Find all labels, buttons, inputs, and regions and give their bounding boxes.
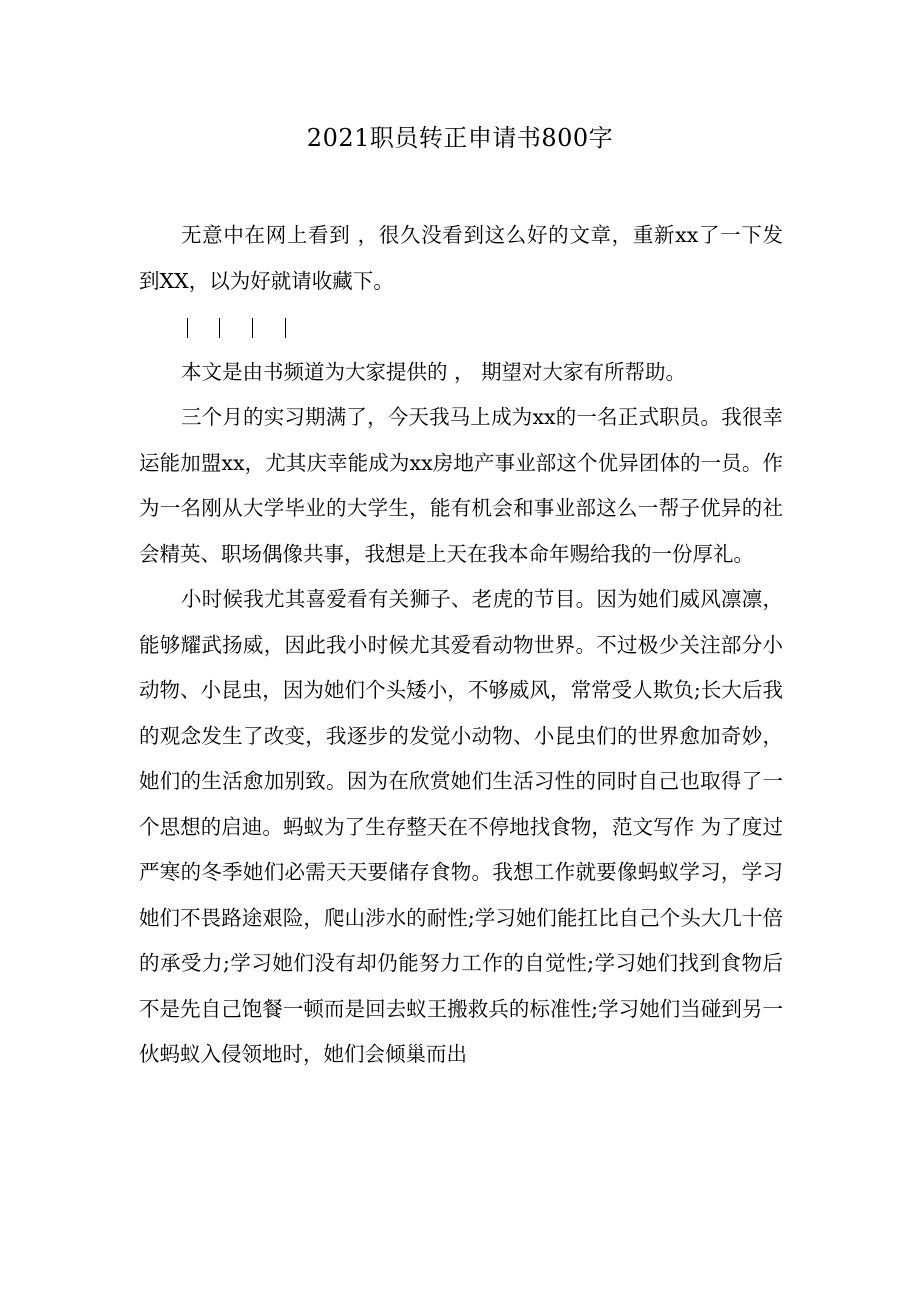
source-note-paragraph: 本文是由书频道为大家提供的 ， 期望对大家有所帮助。 <box>181 359 687 384</box>
body-paragraph-2: 小时候我尤其喜爱看有关狮子、老虎的节目。因为她们威风凛凛，能够耀武扬威，因此我小时候尤其爱看动物世界。不过极少关注部分小动物、小昆虫，因为她们个头矮小，不够威风，常常受人欺负;长大后我的观念发生了改变，我逐步的发觉小动物、小昆虫们的世界愈加奇妙，她们的生活愈加别致。因为在欣赏她们生活习性的同时自己也取得了一个思想的启迪。蚂蚁为了生存整天在不停地找食物，范文写作 为了度过严寒的冬季她们必需天天要储存食物。我想工作就要像蚂蚁学习，学习她们不畏路途艰险，爬山涉水的耐性;学习她们能扛比自己个头大几十倍的承受力;学习她们没有却仍能努力工作的自觉性;学习她们找到食物后不是先自己饱餐一顿而是回去蚁王搬救兵的标准性;学习她们当碰到另一伙蚂蚁入侵领地时，她们会倾巢而出 <box>139 587 783 1066</box>
intro-paragraph: 无意中在网上看到 ，很久没看到这么好的文章，重新xx了一下发到XX，以为好就请收藏下。 <box>139 223 783 293</box>
separator-mark <box>285 318 286 338</box>
separator-mark <box>219 318 220 338</box>
document-title: 2021职员转正申请书800字 <box>306 124 614 152</box>
body-paragraph-1: 三个月的实习期满了，今天我马上成为xx的一名正式职员。我很幸运能加盟xx，尤其庆幸能成为xx房地产事业部这个优异团体的一员。作为一名刚从大学毕业的大学生，能有机会和事业部这么一帮子优异的社会精英、职场偶像共事，我想是上天在我本命年赐给我的一份厚礼。 <box>139 405 783 566</box>
separator-mark <box>252 318 253 338</box>
document-body <box>139 213 783 1078</box>
separator-mark <box>187 318 188 338</box>
separator-row <box>139 304 783 350</box>
